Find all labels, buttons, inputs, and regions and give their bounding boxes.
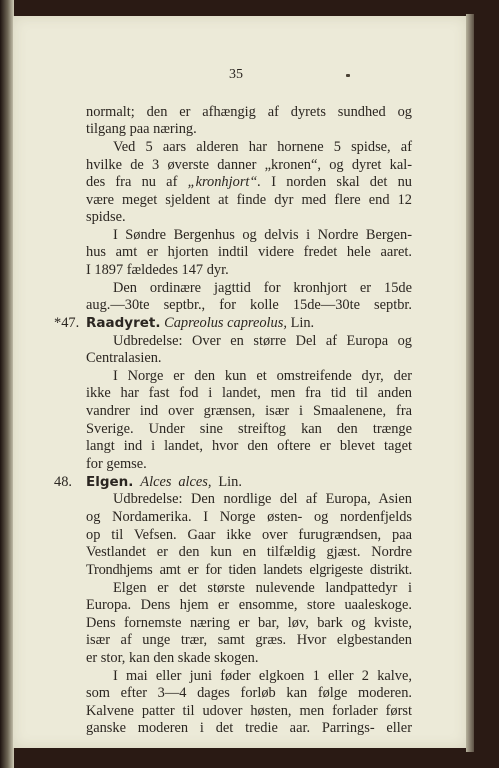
text-line: Dens fornemste næring er bar, løv, bark og kviste, — [86, 615, 412, 631]
text-line: Udbredelse: Den nordlige del af Europa, Asien — [113, 491, 412, 507]
text-line: Ved 5 aars alderen har hornene 5 spidse, af — [113, 139, 412, 155]
text-line: op til Vefsen. Gaar ikke over furugrændsen, paa — [86, 527, 412, 543]
text-line: er stor, kan den skade skogen. — [86, 650, 259, 666]
text-line: Vestlandet er den kun en tilfældig gjæst. Nordre — [86, 544, 412, 560]
species-name: Raadyret. — [86, 315, 161, 331]
text-line: I 1897 fældedes 147 dyr. — [86, 262, 229, 278]
italic-term: „kronhjort“. — [187, 174, 262, 190]
text-line: aug.—30te septbr., for kolle 15de—30te septbr. — [86, 297, 412, 313]
text-line: Sverige. Under sine streiftog kan den trænge — [86, 421, 412, 437]
latin-name: Alces alces, — [140, 474, 212, 490]
text-line: som efter 3—4 dages forløb kan følge moderen. — [86, 685, 412, 701]
text-fragment: I norden skal det nu — [271, 174, 412, 190]
entry-heading — [86, 473, 412, 491]
text-line: tilgang paa næring. — [86, 121, 197, 137]
text-line: Udbredelse: Over en større Del af Europa og — [113, 333, 412, 349]
text-line: især af unge trær, samt græs. Hvor elgbestanden — [86, 632, 412, 648]
text-line: være meget sjeldent at finde dyr med flere end 12 — [86, 192, 412, 208]
text-line: spidse. — [86, 209, 126, 225]
page-number: 35 — [229, 67, 243, 82]
text-line: I Søndre Bergenhus og delvis i Nordre Bergen- — [113, 227, 412, 243]
text-line: Europa. Dens hjem er ensomme, store uaaleskoge. — [86, 597, 412, 613]
text-line: for gemse. — [86, 456, 147, 472]
text-line: vandrer ind over grænsen, især i Smaalenene, fra — [86, 403, 412, 419]
text-line: normalt; den er afhængig af dyrets sundhed og — [86, 104, 412, 120]
ink-speck — [346, 74, 350, 77]
text-line: hus amt er hjorten indtil videre fredet hele aaret. — [86, 244, 412, 260]
text-line: langt ind i landet, hvor den oftere er blevet taget — [86, 438, 412, 454]
text-line: Kalvene patter til udover høsten, men forlader først — [86, 703, 412, 719]
text-line: Centralasien. — [86, 350, 162, 366]
book-left-edge — [0, 0, 14, 768]
entry-number: 48. — [54, 474, 72, 490]
text-line: Elgen er det største nulevende landpattedyr i — [113, 580, 412, 596]
entry-heading — [86, 314, 412, 332]
text-line — [86, 173, 412, 191]
text-line: ganske moderen i det tredie aar. Parrings- eller — [86, 720, 412, 736]
species-name: Elgen. — [86, 474, 134, 490]
text-line: I Norge er den kun et omstreifende dyr, der — [113, 368, 412, 384]
text-line: og Nordamerika. I Norge østen- og nordenfjelds — [86, 509, 412, 525]
text-line: Trondhjems amt er for tiden landets elgrigeste distrikt. — [86, 562, 412, 578]
latin-name: Capreolus capreolus, — [164, 315, 287, 331]
text-line: ikke har fast fod i landet, men fra tid til anden — [86, 385, 412, 401]
entry-number: *47. — [54, 315, 80, 331]
text-fragment: des fra nu af — [86, 174, 178, 190]
text-line: hvilke de 3 øverste danner „kronen“, og dyret kal- — [86, 157, 412, 173]
page-right-edge — [466, 14, 474, 752]
author-abbrev: Lin. — [218, 474, 242, 490]
author-abbrev: Lin. — [290, 315, 315, 331]
text-line: I mai eller juni føder elgkoen 1 eller 2 kalve, — [113, 668, 412, 684]
text-line: Den ordinære jagttid for kronhjort er 15de — [113, 280, 412, 296]
